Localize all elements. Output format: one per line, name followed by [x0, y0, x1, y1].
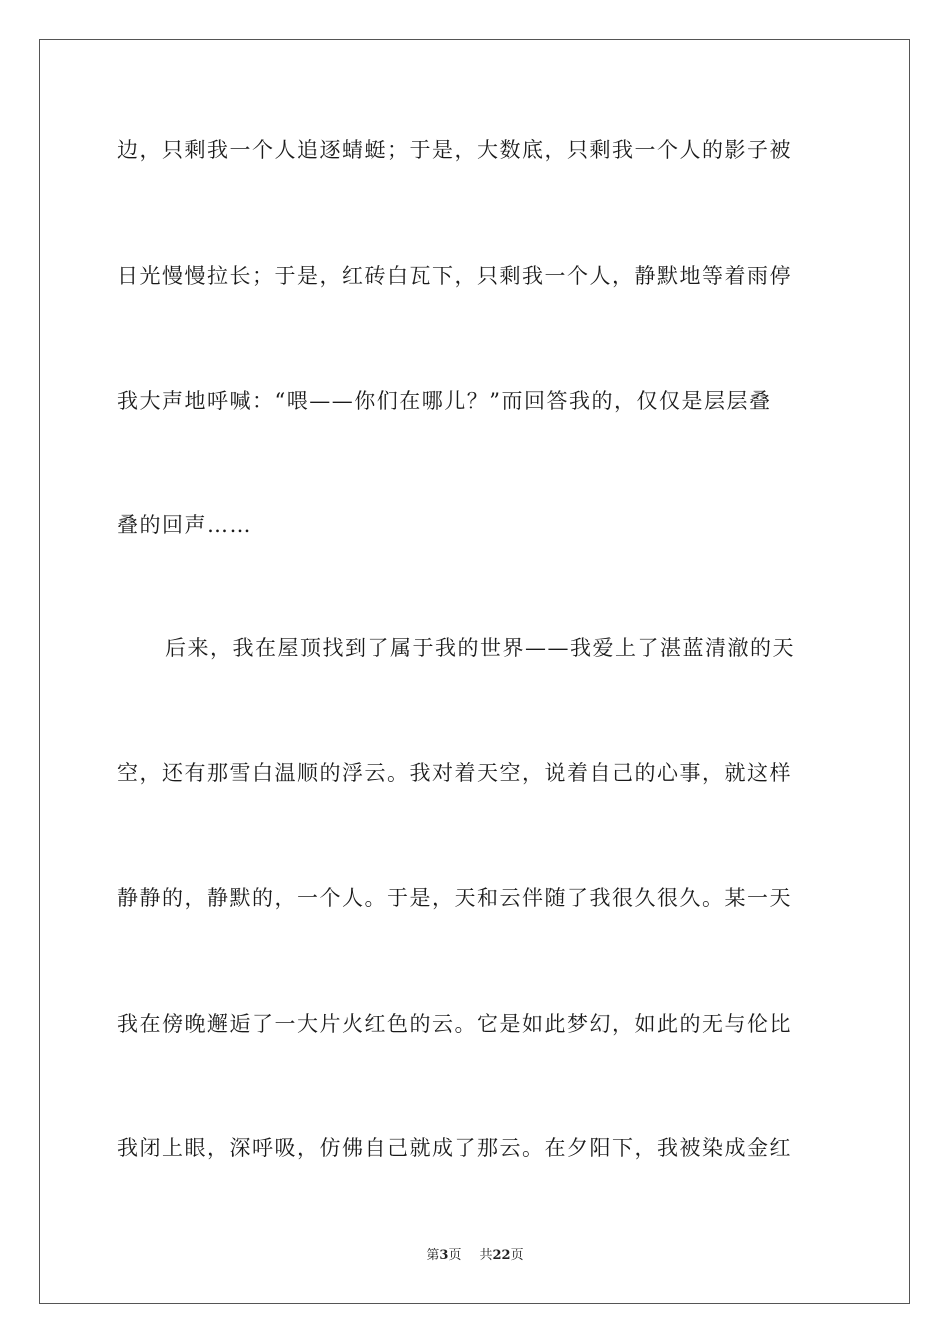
- body-line-1: 边，只剩我一个人追逐蜻蜓；于是，大数底，只剩我一个人的影子被: [117, 138, 792, 162]
- body-line-6: 空，还有那雪白温顺的浮云。我对着天空，说着自己的心事，就这样: [117, 761, 792, 785]
- body-line-8: 我在傍晚邂逅了一大片火红色的云。它是如此梦幻，如此的无与伦比: [117, 1012, 792, 1036]
- footer-total-prefix: 共: [479, 1248, 493, 1263]
- body-line-4: 叠的回声……: [117, 513, 252, 537]
- footer-total-suffix: 页: [510, 1248, 524, 1263]
- footer-page-suffix: 页: [448, 1248, 462, 1263]
- body-line-9: 我闭上眼，深呼吸，仿佛自己就成了那云。在夕阳下，我被染成金红: [117, 1136, 792, 1160]
- page-border: [39, 39, 910, 1304]
- footer-page-number: 3: [439, 1248, 449, 1263]
- page-footer: [0, 1247, 950, 1265]
- footer-total-pages: 22: [492, 1248, 511, 1263]
- body-line-3: 我大声地呼喊：“喂——你们在哪儿？”而回答我的，仅仅是层层叠: [117, 389, 772, 413]
- body-line-2: 日光慢慢拉长；于是，红砖白瓦下，只剩我一个人，静默地等着雨停: [117, 264, 792, 288]
- body-line-7: 静静的，静默的，一个人。于是，天和云伴随了我很久很久。某一天: [117, 886, 792, 910]
- footer-page-prefix: 第: [426, 1248, 440, 1263]
- paragraph-start-line: 后来，我在屋顶找到了属于我的世界——我爱上了湛蓝清澈的天: [165, 636, 795, 660]
